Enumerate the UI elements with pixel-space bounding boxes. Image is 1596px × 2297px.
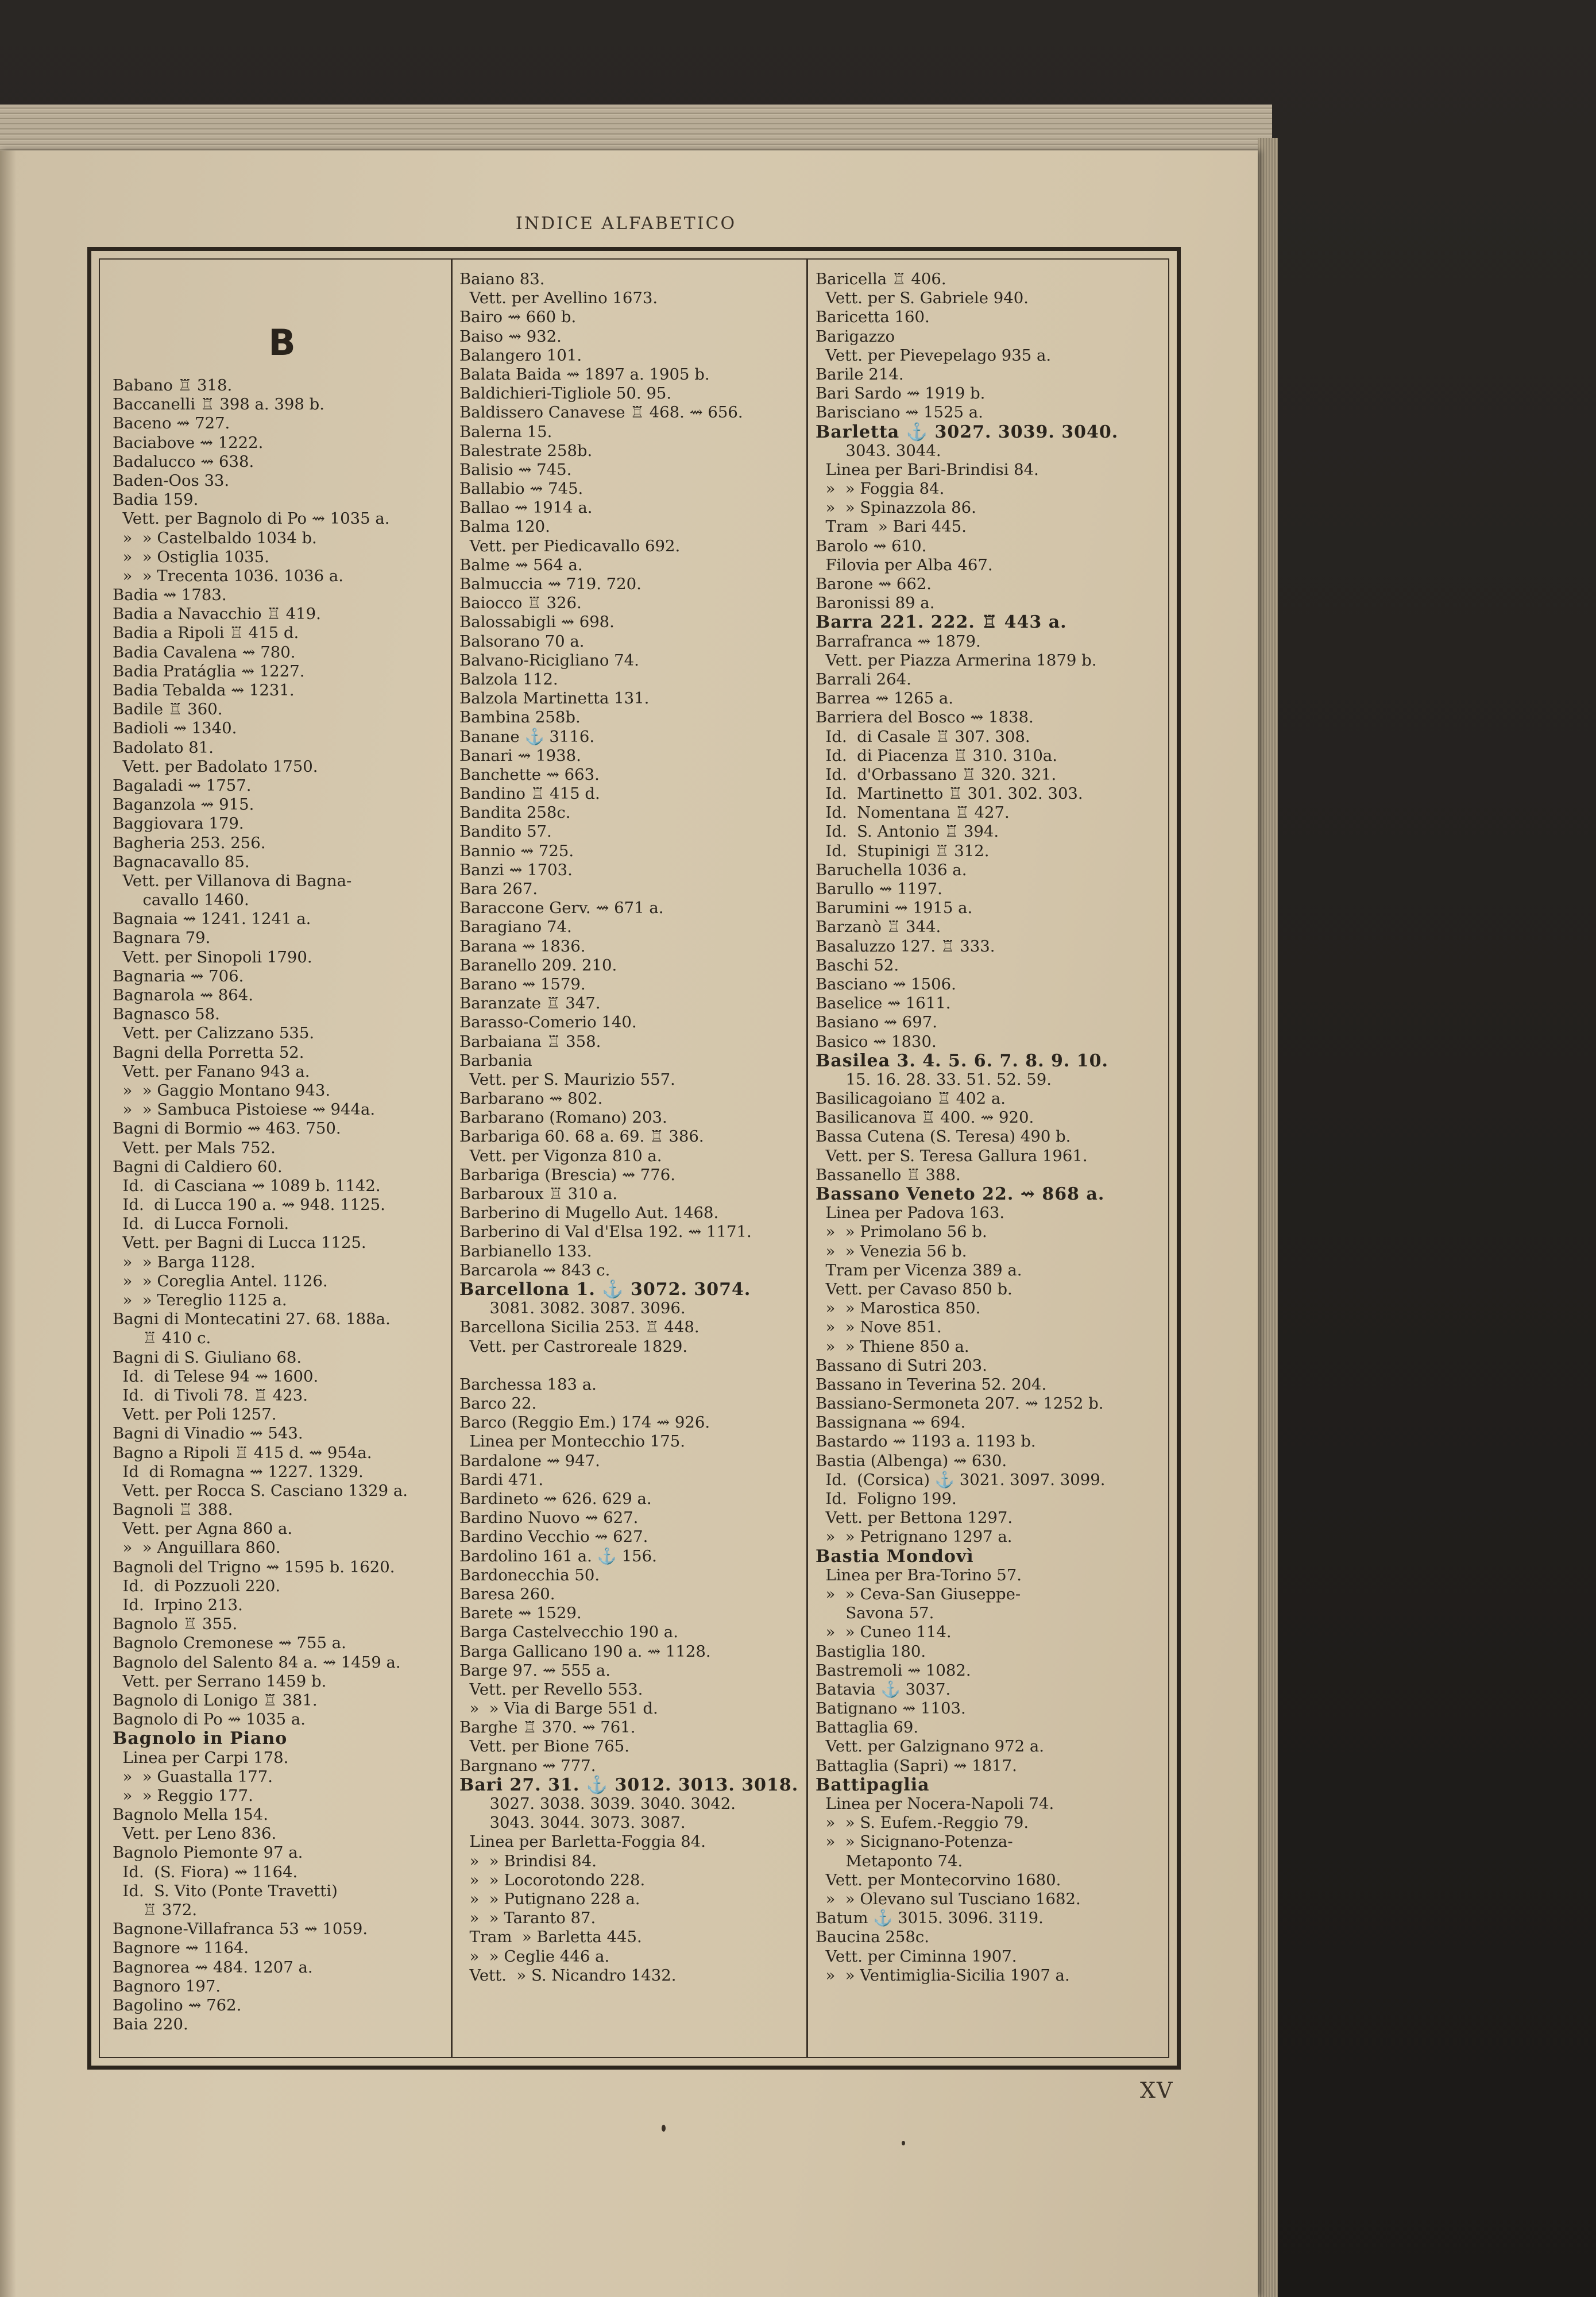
page-gutter-shade [0, 150, 16, 2297]
index-entry: » » Nove 851. [816, 1318, 942, 1337]
index-entry: Baranello 209. 210. [459, 956, 617, 975]
index-entry: Barriera del Bosco ⇝ 1838. [816, 708, 1034, 727]
index-entry: Barcellona Sicilia 253. ♖ 448. [459, 1318, 700, 1337]
index-entry: » » Tereglio 1125 a. [113, 1291, 287, 1309]
index-entry: Barisciano ⇝ 1525 a. [816, 403, 983, 422]
index-entry: Barrafranca ⇝ 1879. [816, 632, 981, 651]
index-entry: » » Petrignano 1297 a. [816, 1528, 1013, 1546]
index-entry: Tram » Bari 445. [816, 517, 967, 536]
index-entry: Bandita 258c. [459, 803, 571, 822]
index-entry: Basiano ⇝ 697. [816, 1013, 937, 1032]
index-entry: Vett. per S. Gabriele 940. [816, 289, 1029, 308]
index-entry: Vett. per Serrano 1459 b. [113, 1672, 327, 1691]
index-entry: Barge 97. ⇝ 555 a. [459, 1661, 610, 1680]
index-entry: Vett. per Villanova di Bagna- [113, 871, 352, 890]
index-entry: Bardonecchia 50. [459, 1565, 600, 1584]
index-entry: Barullo ⇝ 1197. [816, 880, 942, 898]
index-entry: 3027. 3038. 3039. 3040. 3042. [459, 1795, 736, 1813]
index-entry: Bassanello ♖ 388. [816, 1165, 961, 1184]
index-entry: » » Olevano sul Tusciano 1682. [816, 1889, 1081, 1908]
index-entry: Barco (Reggio Em.) 174 ⇝ 926. [459, 1413, 710, 1432]
index-entry: Badia Tebalda ⇝ 1231. [113, 681, 295, 699]
index-entry: Linea per Padova 163. [816, 1204, 1005, 1223]
index-entry: Bambina 258b. [459, 708, 581, 727]
index-entry: Badile ♖ 360. [113, 700, 223, 719]
index-entry: Savona 57. [816, 1604, 934, 1623]
index-entry: Vett. per Mals 752. [113, 1138, 276, 1157]
index-entry: Bardino Vecchio ⇝ 627. [459, 1528, 648, 1546]
index-entry: Barano ⇝ 1579. [459, 975, 586, 993]
index-entry: Vett. per Calizzano 535. [113, 1024, 315, 1043]
index-entry: Bardineto ⇝ 626. 629 a. [459, 1490, 652, 1508]
index-entry: Bassano Veneto 22. ⇝ 868 a. [816, 1184, 1105, 1204]
index-entry: Badia 159. [113, 490, 199, 509]
index-entry: Badia Pratáglia ⇝ 1227. [113, 662, 305, 680]
index-column-3 [816, 270, 1154, 1985]
index-entry: Baiso ⇝ 932. [459, 327, 562, 346]
index-entry: Badia Cavalena ⇝ 780. [113, 643, 296, 662]
index-entry: Balata Baida ⇝ 1897 a. 1905 b. [459, 365, 710, 384]
index-entry: » » Thiene 850 a. [816, 1337, 969, 1356]
index-entry: Vett. per Rocca S. Casciano 1329 a. [113, 1481, 408, 1500]
index-entry: Bardi 471. [459, 1470, 544, 1489]
index-entry: » » Putignano 228 a. [459, 1889, 640, 1908]
index-entry: Baronissi 89 a. [816, 594, 935, 613]
index-entry: Barletta ⚓ 3027. 3039. 3040. [816, 421, 1119, 442]
index-entry: Balma 120. [459, 517, 550, 536]
index-entry: Barbaroux ♖ 310 a. [459, 1185, 618, 1203]
index-entry: Bastardo ⇝ 1193 a. 1193 b. [816, 1432, 1036, 1451]
index-entry: Bari 27. 31. ⚓ 3012. 3013. 3018. [459, 1774, 798, 1795]
index-entry: Vett. per Sinopoli 1790. [113, 948, 312, 966]
index-entry: Bagnore ⇝ 1164. [113, 1939, 249, 1958]
index-entry: » » Brindisi 84. [459, 1851, 597, 1870]
paper-speck [662, 2125, 666, 2132]
page-stack-edge [0, 105, 1272, 150]
index-entry: Baceno ⇝ 727. [113, 414, 230, 433]
index-entry: Barghe ♖ 370. ⇝ 761. [459, 1718, 636, 1737]
index-entry: Bastiglia 180. [816, 1642, 926, 1661]
index-entry: » » Via di Barge 551 d. [459, 1699, 658, 1718]
index-entry: Vett. per Pievepelago 935 a. [816, 346, 1052, 365]
index-entry: cavallo 1460. [113, 891, 249, 910]
index-entry: Vett. » S. Nicandro 1432. [459, 1966, 677, 1985]
index-entry: Bagnolo di Po ⇝ 1035 a. [113, 1710, 306, 1729]
index-entry: Baganzola ⇝ 915. [113, 795, 254, 814]
index-entry: Id. di Lucca 190 a. ⇝ 948. 1125. [113, 1196, 385, 1215]
index-entry: Baucina 258c. [816, 1928, 929, 1947]
index-entry: Id. di Casale ♖ 307. 308. [816, 727, 1030, 746]
index-entry: Linea per Bari-Brindisi 84. [816, 460, 1039, 479]
index-entry: Bastia (Albenga) ⇝ 630. [816, 1451, 1007, 1470]
index-entry: Bagnorea ⇝ 484. 1207 a. [113, 1958, 313, 1977]
index-entry: » » Barga 1128. [113, 1252, 256, 1271]
index-entry: Linea per Bra-Torino 57. [816, 1565, 1022, 1584]
index-entry: Metaponto 74. [816, 1851, 963, 1870]
index-entry: Filovia per Alba 467. [816, 555, 993, 574]
index-entry: Linea per Montecchio 175. [459, 1432, 686, 1451]
index-entry: Batavia ⚓ 3037. [816, 1680, 951, 1699]
index-entry: Id. Nomentana ♖ 427. [816, 803, 1010, 822]
index-entry: » » Gaggio Montano 943. [113, 1081, 331, 1100]
index-entry: Bagnolo ♖ 355. [113, 1615, 238, 1634]
index-entry: Bagnolo del Salento 84 a. ⇝ 1459 a. [113, 1653, 401, 1672]
index-entry: Bagaladi ⇝ 1757. [113, 776, 252, 795]
index-entry: Banane ⚓ 3116. [459, 727, 595, 746]
index-entry: Baselice ⇝ 1611. [816, 994, 951, 1013]
index-entry: Baiano 83. [459, 270, 545, 288]
index-entry: Barbariga (Brescia) ⇝ 776. [459, 1165, 675, 1184]
index-entry: Badolato 81. [113, 738, 214, 757]
index-entry: Vett. per Bettona 1297. [816, 1509, 1013, 1528]
index-entry: Bagnoro 197. [113, 1977, 221, 1996]
index-entry: Bagno a Ripoli ♖ 415 d. ⇝ 954a. [113, 1443, 372, 1462]
index-entry: Id. (S. Fiora) ⇝ 1164. [113, 1862, 298, 1881]
index-entry: Battipaglia [816, 1774, 930, 1795]
index-entry: » » Anguillara 860. [113, 1538, 281, 1557]
index-entry: 3043. 3044. 3073. 3087. [459, 1813, 686, 1832]
index-entry: Bagni di S. Giuliano 68. [113, 1348, 302, 1367]
index-entry: Linea per Carpi 178. [113, 1748, 289, 1767]
index-entry: Bara 267. [459, 880, 538, 898]
index-entry: Id. (Corsica) ⚓ 3021. 3097. 3099. [816, 1470, 1106, 1489]
index-entry: » » Coreglia Antel. 1126. [113, 1271, 328, 1290]
index-entry: » » Castelbaldo 1034 b. [113, 528, 317, 547]
index-entry: Bassa Cutena (S. Teresa) 490 b. [816, 1127, 1071, 1146]
index-entry: » » Trecenta 1036. 1036 a. [113, 566, 344, 585]
index-entry: Badioli ⇝ 1340. [113, 719, 237, 738]
index-entry: 3081. 3082. 3087. 3096. [459, 1299, 686, 1318]
index-entry: 3043. 3044. [816, 441, 941, 460]
index-entry: Barbarano ⇝ 802. [459, 1089, 603, 1108]
index-entry: Barcellona 1. ⚓ 3072. 3074. [459, 1279, 751, 1300]
index-entry: Baldissero Canavese ♖ 468. ⇝ 656. [459, 403, 743, 422]
index-entry: Bagni di Bormio ⇝ 463. 750. [113, 1119, 341, 1138]
index-entry: Baricella ♖ 406. [816, 270, 946, 288]
index-entry: Badia a Navacchio ♖ 419. [113, 605, 321, 624]
index-entry: Bagheria 253. 256. [113, 833, 266, 852]
index-entry: Barbania [459, 1051, 532, 1070]
section-letter: B [268, 322, 296, 364]
index-entry: Barberino di Val d'Elsa 192. ⇝ 1171. [459, 1223, 752, 1242]
index-entry: Battaglia 69. [816, 1718, 919, 1737]
index-entry: Bastia Mondovì [816, 1546, 974, 1567]
index-entry: Id di Romagna ⇝ 1227. 1329. [113, 1462, 364, 1481]
index-column-2 [459, 270, 798, 1985]
index-entry: Balerna 15. [459, 422, 552, 441]
index-entry: Badia ⇝ 1783. [113, 586, 227, 605]
index-entry: Bagnone-Villafranca 53 ⇝ 1059. [113, 1920, 368, 1939]
index-entry: Baccanelli ♖ 398 a. 398 b. [113, 395, 324, 414]
index-entry: Barile 214. [816, 365, 904, 384]
index-entry: Baiocco ♖ 326. [459, 594, 582, 613]
index-entry: Id. S. Antonio ♖ 394. [816, 822, 999, 841]
index-entry: Bagnolo di Lonigo ♖ 381. [113, 1691, 318, 1710]
index-entry: Bagnasco 58. [113, 1005, 220, 1024]
index-entry: Basico ⇝ 1830. [816, 1032, 937, 1051]
index-entry: » » Ventimiglia-Sicilia 1907 a. [816, 1966, 1070, 1985]
index-entry: » » Sicignano-Potenza- [816, 1832, 1013, 1851]
index-entry: Bagni di Vinadio ⇝ 543. [113, 1424, 303, 1443]
index-entry: Bassiano-Sermoneta 207. ⇝ 1252 b. [816, 1394, 1104, 1413]
index-entry: Badalucco ⇝ 638. [113, 452, 254, 471]
index-entry: Baruchella 1036 a. [816, 860, 967, 879]
index-entry: » » Taranto 87. [459, 1909, 596, 1928]
index-entry: Batum ⚓ 3015. 3096. 3119. [816, 1909, 1044, 1928]
index-entry: Id. S. Vito (Ponte Travetti) [113, 1881, 338, 1900]
index-entry: Banari ⇝ 1938. [459, 746, 581, 765]
index-entry: Baragiano 74. [459, 918, 572, 937]
index-entry: Basilea 3. 4. 5. 6. 7. 8. 9. 10. [816, 1050, 1108, 1071]
index-entry: Vett. per Leno 836. [113, 1824, 277, 1843]
index-entry: Vett. per Bagni di Lucca 1125. [113, 1233, 366, 1252]
index-entry: Vett. per S. Maurizio 557. [459, 1070, 675, 1089]
index-entry: Barana ⇝ 1836. [459, 937, 586, 956]
index-entry: Basaluzzo 127. ♖ 333. [816, 937, 995, 956]
index-entry: Barrali 264. [816, 670, 911, 689]
index-entry: Baranzate ♖ 347. [459, 994, 601, 1013]
index-entry: ♖ 410 c. [113, 1329, 211, 1348]
index-entry: Ballao ⇝ 1914 a. [459, 498, 593, 517]
index-entry: Barbaiana ♖ 358. [459, 1032, 601, 1051]
index-entry: Banzi ⇝ 1703. [459, 860, 573, 879]
index-entry: Barumini ⇝ 1915 a. [816, 899, 973, 918]
index-entry: 15. 16. 28. 33. 51. 52. 59. [816, 1070, 1052, 1089]
index-entry: Banchette ⇝ 663. [459, 765, 600, 784]
index-entry: Bagnolo Mella 154. [113, 1805, 268, 1824]
index-entry: Vett. per Galzignano 972 a. [816, 1737, 1044, 1756]
index-entry: Baschi 52. [816, 956, 899, 975]
index-entry: Vett. per Piedicavallo 692. [459, 536, 681, 555]
index-entry: Vett. per Revello 553. [459, 1680, 643, 1699]
index-entry: Balmuccia ⇝ 719. 720. [459, 575, 642, 593]
index-entry: ♖ 372. [113, 1901, 198, 1919]
index-entry: » » Ceglie 446 a. [459, 1947, 610, 1966]
index-entry: Bagnolo in Piano [113, 1728, 288, 1749]
index-entry: Bassignana ⇝ 694. [816, 1413, 966, 1432]
index-entry: Barga Gallicano 190 a. ⇝ 1128. [459, 1642, 711, 1661]
index-entry: Bagnacavallo 85. [113, 852, 250, 871]
index-entry: Bassano di Sutri 203. [816, 1356, 987, 1375]
index-entry: Id. Foligno 199. [816, 1490, 957, 1508]
index-entry: Balzola Martinetta 131. [459, 689, 650, 708]
index-entry: Ballabio ⇝ 745. [459, 479, 583, 498]
index-entry: » » Reggio 177. [113, 1786, 253, 1805]
index-entry: Balzola 112. [459, 670, 558, 689]
page-number: XV [1140, 2078, 1174, 2103]
index-entry: Id. di Pozzuoli 220. [113, 1576, 281, 1595]
index-entry: Baciabove ⇝ 1222. [113, 433, 264, 452]
index-entry: Vett. per Avellino 1673. [459, 289, 658, 308]
index-entry: Linea per Barletta-Foggia 84. [459, 1832, 706, 1851]
index-entry: Baldichieri-Tigliole 50. 95. [459, 384, 672, 403]
index-entry: Bargnano ⇝ 777. [459, 1756, 596, 1775]
index-entry: Barcarola ⇝ 843 c. [459, 1260, 610, 1279]
index-entry: Bagnara 79. [113, 929, 211, 948]
index-entry: Basilicagoiano ♖ 402 a. [816, 1089, 1006, 1108]
index-entry: Balisio ⇝ 745. [459, 460, 572, 479]
index-entry: Bardolino 161 a. ⚓ 156. [459, 1546, 657, 1565]
index-entry: Basilicanova ♖ 400. ⇝ 920. [816, 1108, 1034, 1127]
index-entry: Vett. per Bagnolo di Po ⇝ 1035 a. [113, 509, 390, 528]
index-entry: Id. Martinetto ♖ 301. 302. 303. [816, 784, 1083, 803]
index-entry: » » Ceva-San Giuseppe- [816, 1584, 1021, 1603]
index-entry: Babano ♖ 318. [113, 376, 233, 395]
index-entry: Vett. per Fanano 943 a. [113, 1062, 310, 1081]
index-entry: Id. di Tivoli 78. ♖ 423. [113, 1386, 308, 1405]
index-entry: Barone ⇝ 662. [816, 575, 932, 593]
index-entry: Barbianello 133. [459, 1242, 592, 1260]
index-entry: Id. di Piacenza ♖ 310. 310a. [816, 746, 1058, 765]
index-entry: Balangero 101. [459, 346, 582, 365]
index-entry: » » Guastalla 177. [113, 1767, 273, 1786]
index-entry: » » Locorotondo 228. [459, 1870, 646, 1889]
running-head: INDICE ALFABETICO [515, 214, 737, 234]
index-entry: Balme ⇝ 564 a. [459, 555, 583, 574]
index-entry: Vett. per Cavaso 850 b. [816, 1279, 1013, 1298]
index-entry: Vett. per Badolato 1750. [113, 757, 318, 776]
index-entry: Baia 220. [113, 2015, 188, 2034]
index-entry: Balossabigli ⇝ 698. [459, 613, 615, 632]
index-entry [459, 1356, 798, 1375]
index-entry: Barbariga 60. 68 a. 69. ♖ 386. [459, 1127, 704, 1146]
column-rule-2 [806, 260, 808, 2057]
index-entry: Bagnolo Cremonese ⇝ 755 a. [113, 1634, 346, 1653]
index-entry: Vett. per Agna 860 a. [113, 1519, 293, 1538]
index-entry: » » S. Eufem.-Reggio 79. [816, 1813, 1029, 1832]
index-entry: Baden-Oos 33. [113, 471, 230, 490]
index-entry: Bagnaria ⇝ 706. [113, 966, 244, 985]
index-entry: Barco 22. [459, 1394, 537, 1413]
index-entry: Balvano-Ricigliano 74. [459, 651, 639, 670]
index-entry: Bannio ⇝ 725. [459, 841, 574, 860]
index-entry: Tram per Vicenza 389 a. [816, 1260, 1022, 1279]
index-entry: Barigazzo [816, 327, 895, 346]
index-entry: Barete ⇝ 1529. [459, 1604, 582, 1623]
index-entry: Bari Sardo ⇝ 1919 b. [816, 384, 986, 403]
index-entry: Barchessa 183 a. [459, 1375, 597, 1394]
index-entry: Bardalone ⇝ 947. [459, 1451, 600, 1470]
index-entry: Bagnoli ♖ 388. [113, 1501, 233, 1519]
index-entry: Baraccone Gerv. ⇝ 671 a. [459, 899, 664, 918]
index-entry: Balestrate 258b. [459, 441, 593, 460]
index-entry: Vett. per Piazza Armerina 1879 b. [816, 651, 1097, 670]
index-entry: Vett. per Bione 765. [459, 1737, 629, 1756]
index-entry: Tram » Barletta 445. [459, 1928, 642, 1947]
index-entry: Batignano ⇝ 1103. [816, 1699, 966, 1718]
index-entry: Bardino Nuovo ⇝ 627. [459, 1509, 639, 1528]
index-entry: Bagolino ⇝ 762. [113, 1996, 242, 2014]
index-entry: Linea per Nocera-Napoli 74. [816, 1795, 1054, 1813]
index-entry: Battaglia (Sapri) ⇝ 1817. [816, 1756, 1017, 1775]
index-entry: Barolo ⇝ 610. [816, 536, 927, 555]
index-entry: Bassano in Teverina 52. 204. [816, 1375, 1047, 1394]
index-entry: » » Foggia 84. [816, 479, 945, 498]
index-entry: Badia a Ripoli ♖ 415 d. [113, 624, 299, 643]
index-column-1 [113, 376, 451, 2034]
index-entry: Bandino ♖ 415 d. [459, 784, 600, 803]
index-entry: Vett. per Ciminna 1907. [816, 1947, 1017, 1966]
index-entry: Bagnoli del Trigno ⇝ 1595 b. 1620. [113, 1557, 395, 1576]
paper-speck [902, 2141, 905, 2145]
index-entry: Id. d'Orbassano ♖ 320. 321. [816, 765, 1057, 784]
index-entry: » » Primolano 56 b. [816, 1223, 987, 1242]
index-entry: Id. di Lucca Fornoli. [113, 1215, 289, 1233]
index-entry: Baricetta 160. [816, 308, 930, 327]
index-entry: Bastremoli ⇝ 1082. [816, 1661, 971, 1680]
index-entry: Vett. per Poli 1257. [113, 1405, 277, 1424]
page-fore-edge [1258, 138, 1278, 2297]
index-entry: Vett. per Castroreale 1829. [459, 1337, 688, 1356]
index-entry: Baresa 260. [459, 1584, 555, 1603]
index-entry: Barasso-Comerio 140. [459, 1013, 637, 1032]
index-entry: » » Ostiglia 1035. [113, 547, 269, 566]
index-entry: » » Marostica 850. [816, 1299, 981, 1318]
index-entry: Vett. per Vigonza 810 a. [459, 1146, 662, 1165]
index-entry: Bagni di Montecatini 27. 68. 188a. [113, 1310, 391, 1329]
index-entry: Id. di Casciana ⇝ 1089 b. 1142. [113, 1176, 381, 1195]
index-entry: Bairo ⇝ 660 b. [459, 308, 577, 327]
index-entry: Barberino di Mugello Aut. 1468. [459, 1204, 719, 1223]
index-entry: Bandito 57. [459, 822, 552, 841]
index-entry: Id. di Telese 94 ⇝ 1600. [113, 1367, 319, 1386]
index-entry: Bagnolo Piemonte 97 a. [113, 1843, 303, 1862]
index-entry: Bagnarola ⇝ 864. [113, 986, 253, 1004]
index-entry: Baggiovara 179. [113, 814, 244, 833]
index-entry: Bagni di Caldiero 60. [113, 1157, 283, 1176]
index-entry: Id. Stupinigi ♖ 312. [816, 841, 990, 860]
index-entry: Barra 221. 222. ♖ 443 a. [816, 612, 1067, 633]
index-entry: Vett. per S. Teresa Gallura 1961. [816, 1146, 1088, 1165]
index-entry: » » Cuneo 114. [816, 1623, 952, 1642]
index-entry: » » Sambuca Pistoiese ⇝ 944a. [113, 1100, 376, 1119]
index-entry: Barrea ⇝ 1265 a. [816, 689, 953, 708]
index-entry: Barbarano (Romano) 203. [459, 1108, 667, 1127]
index-entry: Balsorano 70 a. [459, 632, 585, 651]
index-entry: » » Venezia 56 b. [816, 1242, 967, 1260]
index-entry: Barzanò ♖ 344. [816, 918, 941, 937]
index-entry: Vett. per Montecorvino 1680. [816, 1870, 1061, 1889]
index-entry: Id. Irpino 213. [113, 1596, 243, 1614]
index-entry: Barga Castelvecchio 190 a. [459, 1623, 678, 1642]
index-entry: Bagni della Porretta 52. [113, 1043, 304, 1062]
index-entry: Basciano ⇝ 1506. [816, 975, 956, 993]
index-entry: Bagnaia ⇝ 1241. 1241 a. [113, 910, 311, 929]
index-entry: » » Spinazzola 86. [816, 498, 976, 517]
